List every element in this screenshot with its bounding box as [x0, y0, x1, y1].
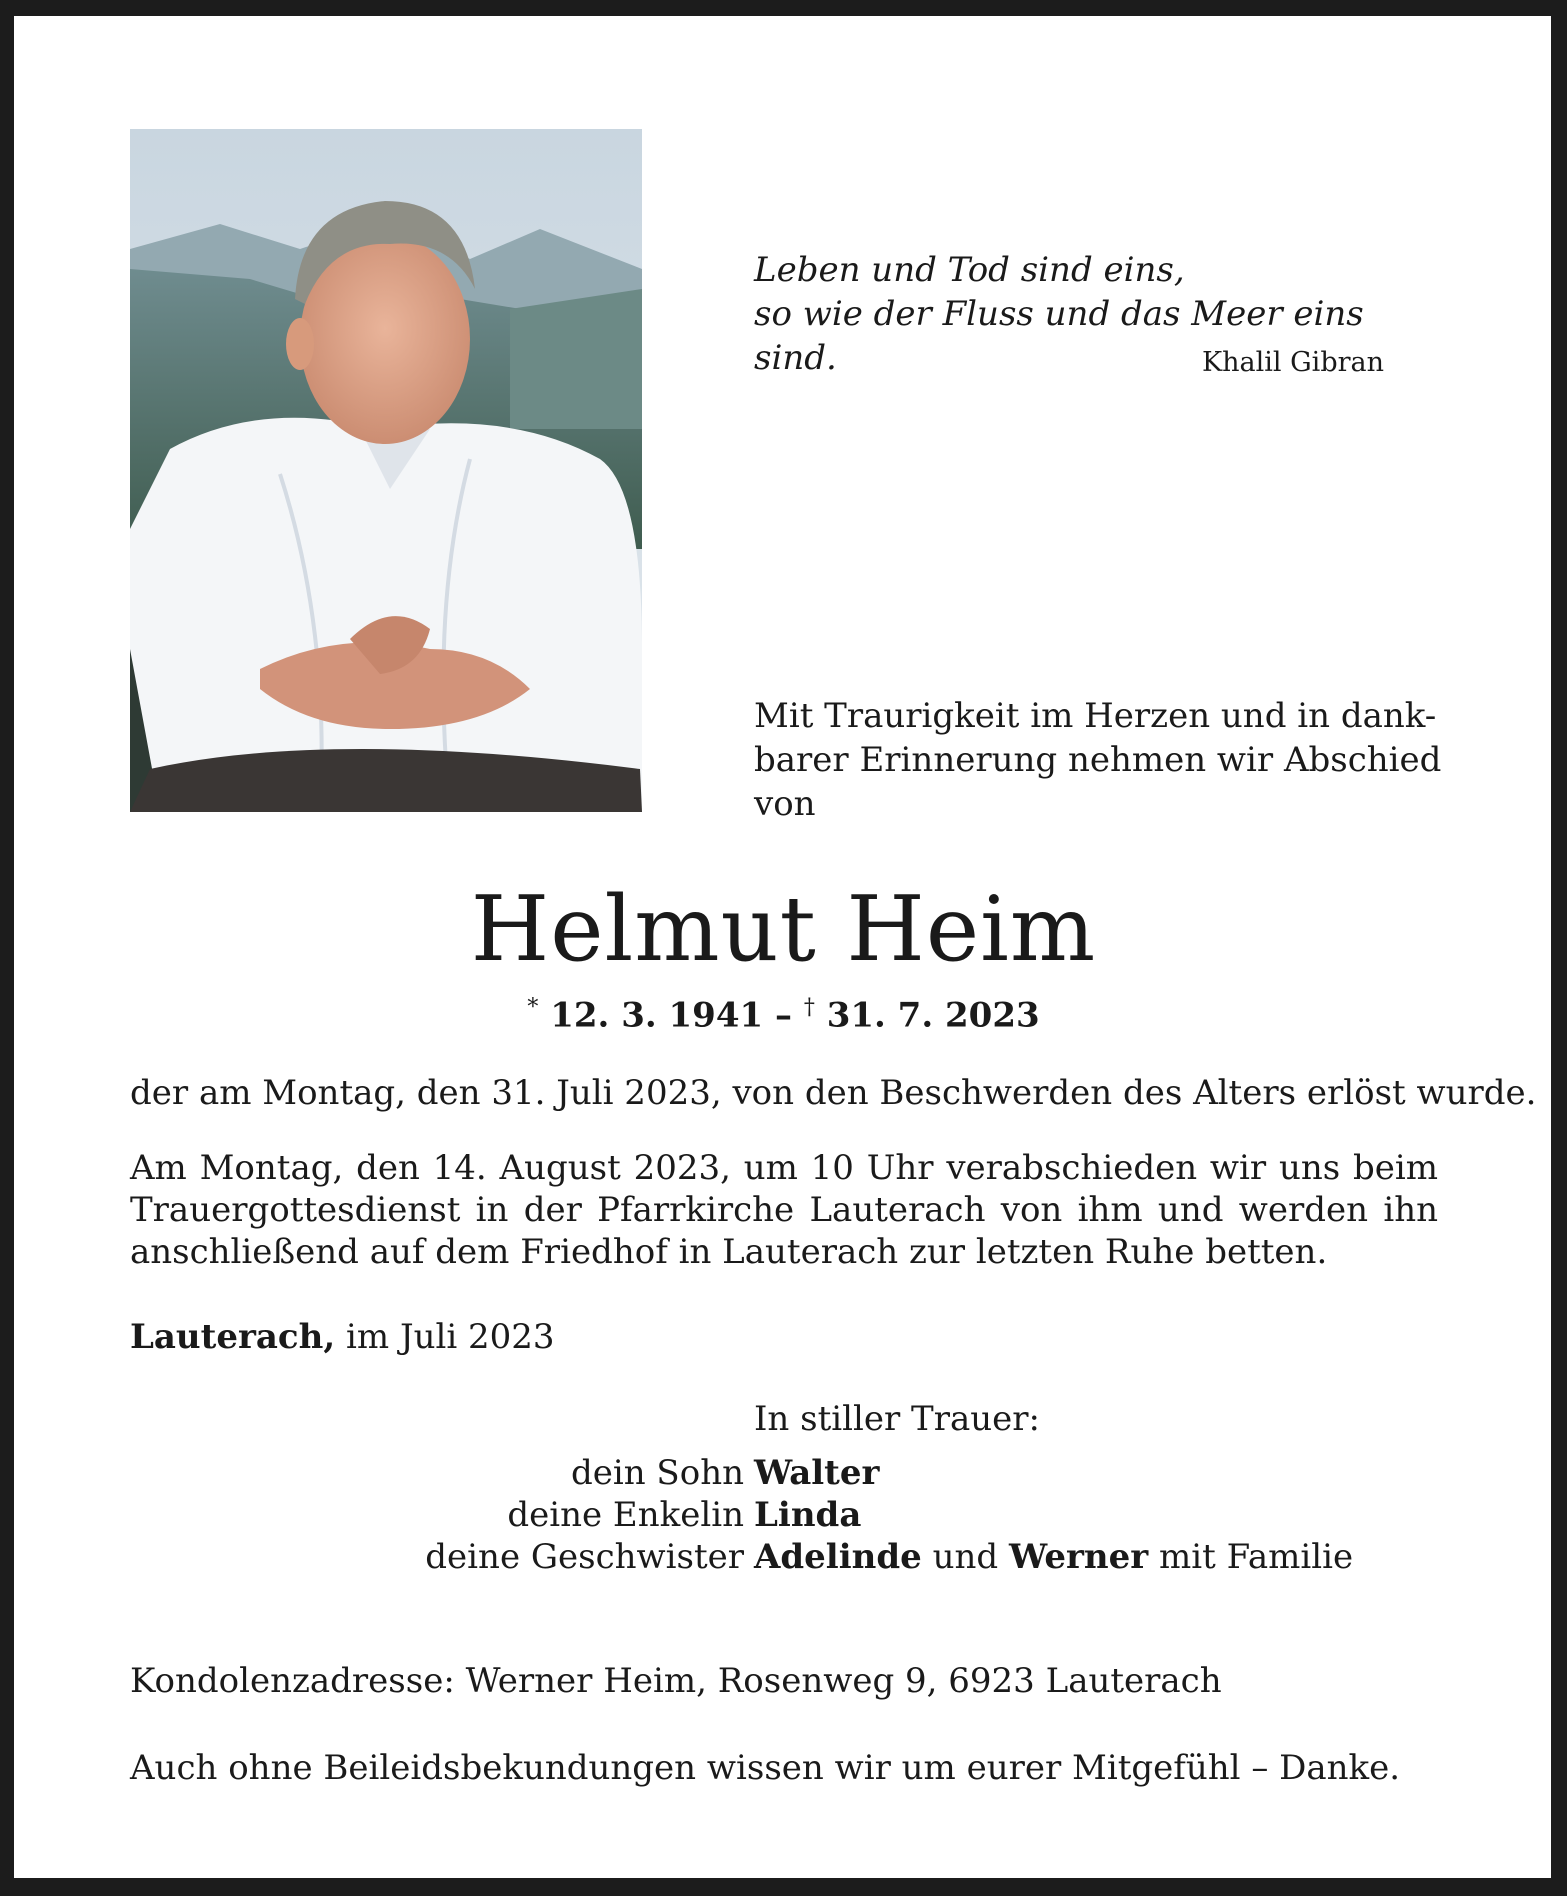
mourner-name: Walter — [754, 1453, 880, 1493]
mourner-name: Werner — [1008, 1537, 1149, 1577]
closing-note: Auch ohne Beileidsbekundungen wissen wir um eurer Mitgefühl – Danke. — [130, 1748, 1401, 1788]
birth-symbol: * — [527, 995, 539, 1020]
mourner-name: Adelinde — [754, 1537, 922, 1577]
mourner-row — [130, 1536, 1438, 1578]
intro-text — [754, 694, 1444, 826]
mourner-relation: dein Sohn — [570, 1453, 744, 1493]
place-date-text: im Juli 2023 — [346, 1317, 555, 1357]
mourner-row — [130, 1494, 1438, 1536]
death-notice-paragraph: der am Montag, den 31. Juli 2023, von den Beschwerden des Alters erlöst wurde. — [130, 1073, 1537, 1113]
mourner-relation: deine Geschwister — [425, 1537, 744, 1577]
place: Lauterach, — [130, 1317, 336, 1357]
deceased-name: Helmut Heim — [470, 877, 1097, 982]
life-dates — [0, 987, 1567, 1036]
mourner-row — [130, 1452, 1438, 1494]
intro-line-2: barer Erinnerung nehmen wir Abschied — [754, 740, 1442, 780]
quote-line-1: Leben und Tod sind eins, — [754, 250, 1185, 290]
date-separator: – — [775, 995, 792, 1036]
mourner-conjunction: und — [932, 1537, 999, 1577]
mourner-suffix: mit Familie — [1158, 1537, 1354, 1577]
quote-author: Khalil Gibran — [1201, 347, 1384, 378]
quote-line-2: so wie der Fluss und das Meer eins sind. — [754, 294, 1364, 378]
intro-line-1: Mit Traurigkeit im Herzen und in dank- — [754, 696, 1437, 736]
mourner-relation: deine Enkelin — [507, 1495, 744, 1535]
death-date: 31. 7. 2023 — [826, 995, 1040, 1036]
mourning-heading: In stiller Trauer: — [754, 1399, 1040, 1439]
funeral-paragraph: Am Montag, den 14. August 2023, um 10 Uhr verabschieden wir uns beim Trauergottesdienst in der Pfarrkirche Lauterach von ihm und werden ihn anschließend auf dem Friedhof in Lauterach zur letzten Ruhe betten. — [130, 1148, 1438, 1272]
portrait-image — [130, 129, 642, 812]
place-date — [130, 1316, 1438, 1358]
portrait-photo — [130, 129, 642, 812]
mourners-list — [130, 1452, 1438, 1578]
intro-line-3: von — [754, 784, 816, 824]
death-symbol: † — [803, 995, 815, 1020]
condolence-address: Kondolenzadresse: Werner Heim, Rosenweg 9, 6923 Lauterach — [130, 1661, 1222, 1701]
mourner-name: Linda — [754, 1495, 862, 1535]
birth-date: 12. 3. 1941 — [550, 995, 764, 1036]
